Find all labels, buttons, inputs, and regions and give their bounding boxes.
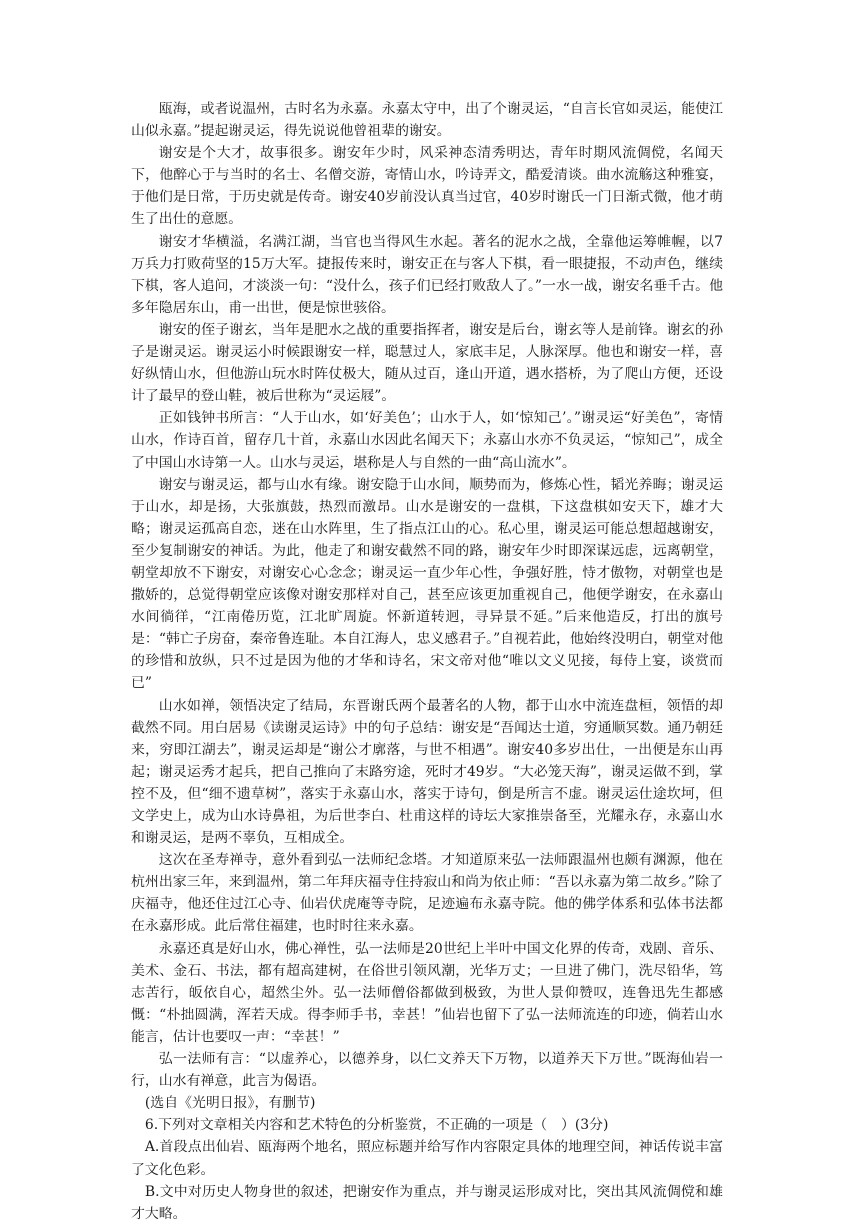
article-paragraph: 瓯海，或者说温州，古时名为永嘉。永嘉太守中，出了个谢灵运，“自言长官如灵运，能使江山似永嘉。”提起谢灵运，得先说说他曾祖辈的谢安。 (131, 101, 723, 140)
article-paragraph: 谢安才华横溢，名满江湖，当官也当得风生水起。著名的泥水之战，全靠他运筹帷幄，以7万兵力打败荷坚的15万大军。捷报传来时，谢安正在与客人下棋，看一眼捷报，不动声色，继续下棋，客人追问，才淡淡一句：“没什么，孩子们已经打败敌人了。”一水一战，谢安名垂千古。他多年隐居东山，甫一出世，便是惊世骇俗。 (131, 233, 723, 316)
article-paragraph: 这次在圣寿禅寺，意外看到弘一法师纪念塔。才知道原来弘一法师跟温州也颇有渊源，他在杭州出家三年，来到温州，第二年拜庆福寺住持寂山和尚为依止师：“吾以永嘉为第二故乡。”除了庆福寺，他还住过江心寺、仙岩伏虎庵等寺院，足迹遍布永嘉寺院。他的佛学体系和弘体书法都在永嘉形成。此后常住福建，也时时往来永嘉。 (131, 852, 723, 935)
article-paragraph: 弘一法师有言：“以虚养心，以德养身，以仁文养天下万物，以道养天下万世。”既海仙岩一行，山水有禅意，此言为偈语。 (131, 1051, 723, 1090)
article-paragraph: 谢安是个大才，故事很多。谢安年少时，风采神态清秀明达，青年时期风流倜傥，名闻天下，他醉心于与当时的名士、名僧交游，寄情山水，吟诗弄文，酷爱清谈。曲水流觞这种雅宴，于他们是日常，于历史就是传奇。谢安40岁前没认真当过官，40岁时谢氏一门日渐式微，他才萌生了出仕的意愿。 (131, 145, 723, 228)
article-paragraph: 正如钱钟书所言：“人于山水，如‘好美色’；山水于人，如‘惊知己’。”谢灵运“好美色”，寄情山水，作诗百首，留存几十首，永嘉山水因此名闻天下；永嘉山水亦不负灵运，“惊知己”，成全了中国山水诗第一人。山水与灵运，堪称是人与自然的一曲“高山流水”。 (131, 410, 723, 471)
document-page (131, 98, 723, 1225)
article-paragraph: 谢安与谢灵运，都与山水有缘。谢安隐于山水间，顺势而为，修炼心性，韬光养晦；谢灵运于山水，却是扬，大张旗鼓，热烈而激昂。山水是谢安的一盘棋，下这盘棋如安天下，雄才大略；谢灵运孤高自恋，迷在山水阵里，生了指点江山的心。私心里，谢灵运可能总想超越谢安，至少复制谢安的神话。为此，他走了和谢安截然不同的路，谢安年少时即深谋远虑，远离朝堂，朝堂却放不下谢安，对谢安心心念念；谢灵运一直少年心性，争强好胜，恃才傲物，对朝堂也是撒娇的，总觉得朝堂应该像对谢安那样对自己，甚至应该更加重视自己，他便学谢安，在永嘉山水间徜徉，“江南倦历览，江北旷周旋。怀新道转迥，寻异景不延。”后来他造反，打出的旗号是：“韩亡子房奋，秦帝鲁连耻。本自江海人，忠义感君子。”自视若此，他始终没明白，朝堂对他的珍惜和放纵，只不过是因为他的才华和诗名，宋文帝对他“唯以文义见接，每侍上宴，谈赏而已” (131, 476, 723, 692)
question-stem: 6.下列对文章相关内容和艺术特色的分析鉴赏，不正确的一项是（ ）(3分) (144, 1117, 609, 1134)
article-paragraph: 永嘉还真是好山水，佛心禅性，弘一法师是20世纪上半叶中国文化界的传奇，戏剧、音乐、美术、金石、书法，都有超高建树，在俗世引领风潮，光华万丈；一旦进了佛门，洗尽铅华，笃志苦行，皈依自心，超然尘外。弘一法师僧俗都做到极致，为世人景仰赞叹，连鲁迅先生都感慨：“朴拙圆满，浑若天成。得李师手书，幸甚！”仙岩也留下了弘一法师流连的印迹，倘若山水能言，估计也要叹一声：“幸甚！” (131, 940, 723, 1045)
question-option-a: A.首段点出仙岩、瓯海两个地名，照应标题并给写作内容限定具体的地理空间，神话传说丰富了文化色彩。 (131, 1139, 723, 1178)
article-paragraph: 山水如禅，领悟决定了结局，东晋谢氏两个最著名的人物，都于山水中流连盘桓，领悟的却截然不同。用白居易《读谢灵运诗》中的句子总结：谢安是“吾闻达士道，穷通顺冥数。通乃朝廷来，穷即江湖去”，谢灵运却是“谢公才廓落，与世不相遇”。谢安40多岁出仕，一出便是东山再起；谢灵运秀才起兵，把自己推向了末路穷途，死时才49岁。“大必笼天海”，谢灵运做不到，掌控不及，但“细不遗草树”，落实于永嘉山水，落实于诗句，倒是所言不虚。谢灵运仕途坎坷，但文学史上，成为山水诗鼻祖，为后世李白、杜甫这样的诗坛大家推崇备至，光耀永存，永嘉山水和谢灵运，是两不辜负，互相成全。 (131, 697, 723, 847)
article-paragraph: 谢安的侄子谢玄，当年是肥水之战的重要指挥者，谢安是后台，谢玄等人是前锋。谢玄的孙子是谢灵运。谢灵运小时候跟谢安一样，聪慧过人，家底丰足，人脉深厚。他也和谢安一样，喜好纵情山水，但他游山玩水时阵仗极大，随从过百，逢山开道，遇水搭桥，为了爬山方便，还设计了最早的登山鞋，被后世称为“灵运屐”。 (131, 321, 723, 405)
article-source: (选自《光明日报》，有删节) (144, 1095, 316, 1112)
question-option-b: B.文中对历史人物身世的叙述，把谢安作为重点，并与谢灵运形成对比，突出其风流倜傥和雄才大略。 (131, 1183, 723, 1222)
